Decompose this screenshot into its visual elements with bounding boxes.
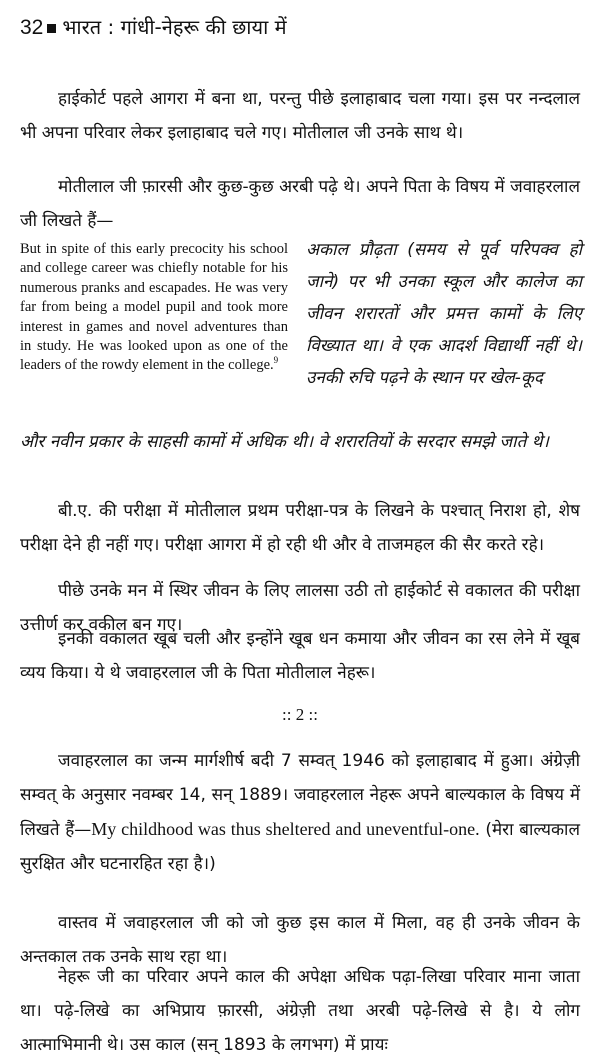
paragraph-childhood-legacy: वास्तव में जवाहरलाल जी को जो कुछ इस काल में मिला, वह ही उनके जीवन के अन्तकाल तक उनके साथ रहा था।: [20, 913, 580, 967]
childhood-quote-translation: (मेरा बाल्यकाल सुरक्षित और घटनारहित रहा है।): [20, 820, 580, 874]
childhood-quote-english: My childhood was thus sheltered and uneventful-one.: [91, 819, 480, 839]
footnote-marker: 9: [273, 355, 279, 366]
paragraph-law-practice: इनकी वकालत खूब चली और इन्होंने खूब धन कमाया और जीवन का रस लेने में खूब व्यय किया। ये थे जवाहरलाल जी के पिता मोतीलाल नेहरू।: [20, 629, 580, 683]
running-title: भारत : गांधी-नेहरू की छाया में: [62, 15, 287, 39]
header-square-icon: [47, 24, 56, 33]
paragraph-law-exam: पीछे उनके मन में स्थिर जीवन के लिए लालसा उठी तो हाईकोर्ट से वकालत की परीक्षा उत्तीर्ण कर वकील बन गए।: [20, 581, 580, 635]
birth-text: जवाहरलाल का जन्म मार्गशीर्ष बदी 7 सम्वत् 1946 को इलाहाबाद में हुआ। अंग्रेज़ी सम्वत् के अनुसार नवम्बर 14, सन् 1889। जवाहरलाल नेहरू अपने बाल्यकाल के विषय में लिखते हैं—: [20, 751, 580, 840]
quote-translation-continued: और नवीन प्रकार के साहसी कामों में अधिक थी। वे शरारतियों के सरदार समझे जाते थे।: [20, 432, 549, 452]
english-quote: [20, 240, 288, 376]
paragraph-high-court: हाईकोर्ट पहले आगरा में बना था, परन्तु पीछे इलाहाबाद चला गया। इस पर नन्दलाल भी अपना परिवार लेकर इलाहाबाद चले गए। मोतीलाल जी उनके साथ थे।: [20, 89, 580, 143]
quote-translation-column: अकाल प्रौढ़ता (समय से पूर्व परिपक्व हो जाने) पर भी उनका स्कूल और कालेज का जीवन शरारतों और प्रमत्त कामों के लिए विख्यात था। वे एक आदर्श विद्यार्थी नहीं थे। उनकी रुचि पढ़ने के स्थान पर खेल-कूद: [306, 240, 582, 388]
paragraph-nehru-family: नेहरू जी का परिवार अपने काल की अपेक्षा अधिक पढ़ा-लिखा परिवार माना जाता था। पढ़े-लिखे का अभिप्राय फ़ारसी, अंग्रेज़ी तथा अरबी पढ़े-लिखे से है। ये लोग आत्माभिमानी थे। उस काल (सन् 1893 के लगभग) में प्रायः: [20, 967, 580, 1055]
page-number: 32: [20, 16, 44, 39]
section-divider: :: 2 ::: [282, 705, 318, 724]
paragraph-ba-exam: बी.ए. की परीक्षा में मोतीलाल प्रथम परीक्षा-पत्र के लिखने के पश्चात् निराश हो, शेष परीक्षा देने ही नहीं गए। परीक्षा आगरा में हो रही थी और वे ताजमहल की सैर करते रहे।: [20, 501, 580, 555]
page-header: [20, 12, 287, 42]
paragraph-motilal-study: मोतीलाल जी फ़ारसी और कुछ-कुछ अरबी पढ़े थे। अपने पिता के विषय में जवाहरलाल जी लिखते हैं—: [20, 177, 580, 231]
paragraph-jawaharlal-birth: [20, 744, 580, 881]
english-quote-text: But in spite of this early precocity his school and college career was chiefly notable for his numerous pranks and escapades. He was very far from being a model pupil and took more interest in games and novel adventures than in study. He was looked upon as one of the leaders of the rowdy element in the college.: [20, 241, 288, 374]
